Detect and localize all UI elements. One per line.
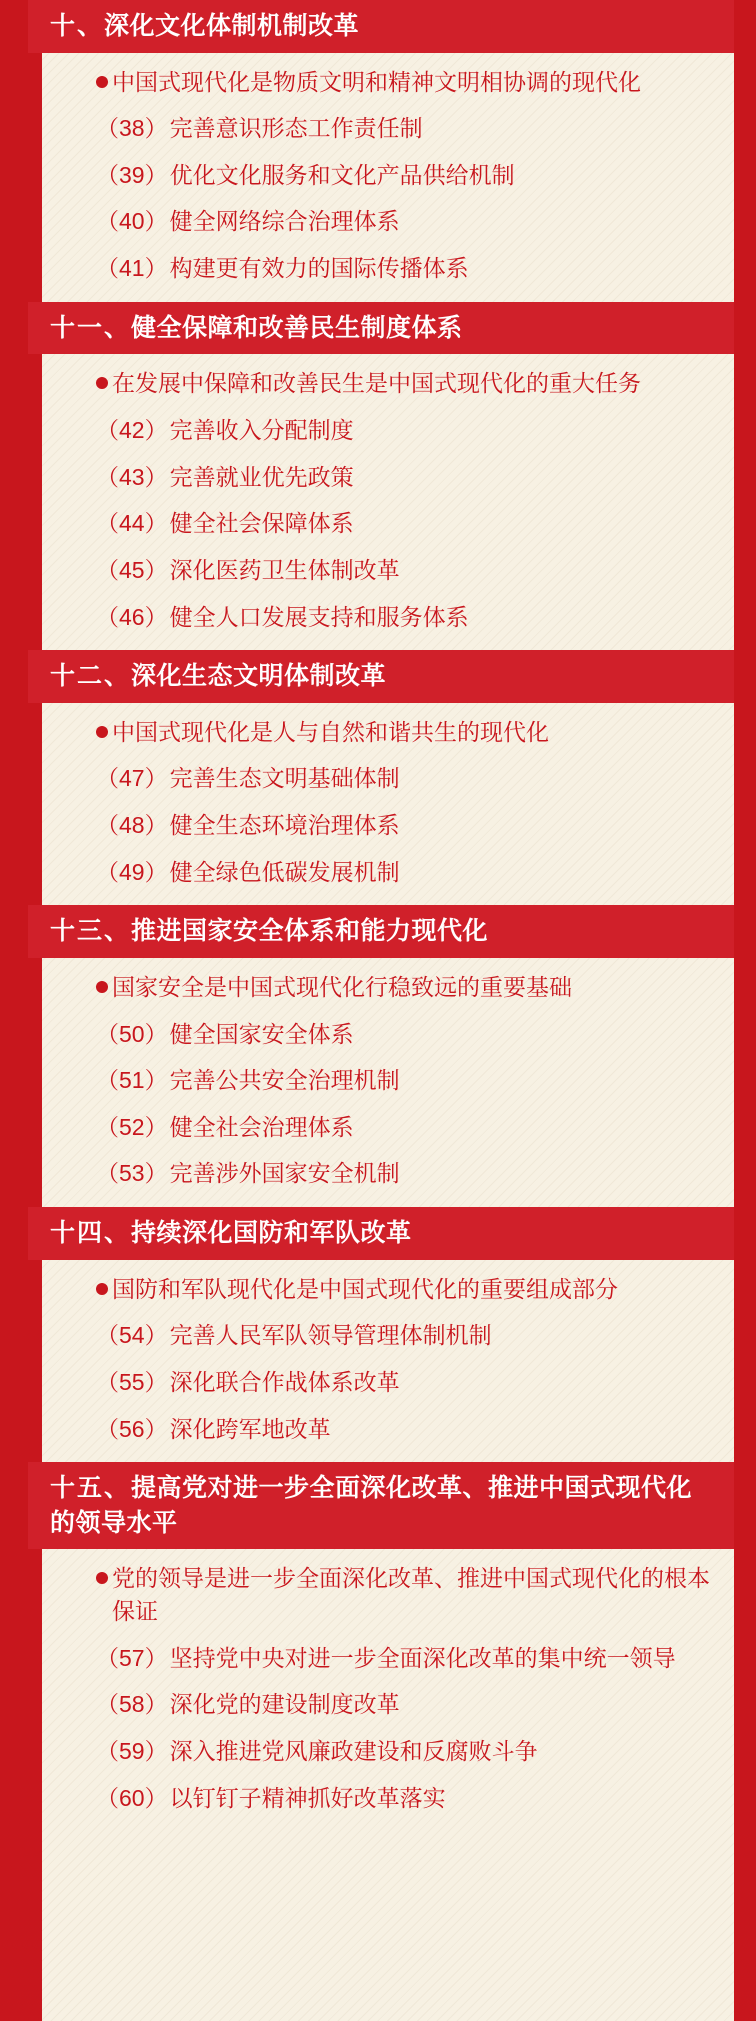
section-heading — [28, 905, 734, 958]
list-item-number: （46） — [96, 603, 168, 630]
list-item-number: （42） — [96, 416, 168, 443]
section-title: 持续深化国防和军队改革 — [131, 1219, 412, 1248]
section-lead-text: 在发展中保障和改善民生是中国式现代化的重大任务 — [112, 370, 641, 397]
list-item-number: （55） — [96, 1368, 168, 1395]
list-item-number: （38） — [96, 115, 168, 142]
list-item — [62, 500, 714, 547]
section-lead — [62, 964, 714, 1011]
list-item-text: 深化跨军地改革 — [169, 1415, 331, 1442]
list-item-number: （60） — [96, 1784, 168, 1811]
list-item-number: （45） — [96, 556, 168, 583]
section-items — [42, 1549, 734, 1831]
list-item-number: （44） — [96, 510, 168, 537]
list-item-number: （53） — [96, 1160, 168, 1187]
list-item-text: 完善收入分配制度 — [169, 416, 354, 443]
section — [42, 905, 734, 1207]
list-item-number: （50） — [96, 1020, 168, 1047]
list-item — [62, 1635, 714, 1682]
list-item-text: 完善生态文明基础体制 — [169, 765, 400, 792]
sections-container — [42, 0, 734, 1831]
list-item-text: 优化文化服务和文化产品供给机制 — [169, 161, 515, 188]
list-item-number: （51） — [96, 1067, 168, 1094]
list-item — [62, 802, 714, 849]
section-heading — [28, 302, 734, 355]
list-item-text: 健全社会治理体系 — [169, 1113, 354, 1140]
bullet-dot-icon — [96, 377, 108, 389]
section-title: 推进国家安全体系和能力现代化 — [131, 917, 489, 946]
section-lead-text: 国家安全是中国式现代化行稳致远的重要基础 — [112, 973, 572, 1000]
list-item-text: 健全生态环境治理体系 — [169, 812, 400, 839]
section-number: 十四、 — [50, 1219, 132, 1248]
section-lead-text: 国防和军队现代化是中国式现代化的重要组成部分 — [112, 1275, 618, 1302]
section-lead — [62, 360, 714, 407]
section-items — [42, 1260, 734, 1463]
list-item — [62, 454, 714, 501]
section-items — [42, 958, 734, 1207]
list-item-text: 健全绿色低碳发展机制 — [169, 858, 400, 885]
list-item-text: 深化联合作战体系改革 — [169, 1368, 400, 1395]
section-lead — [62, 59, 714, 106]
list-item — [62, 245, 714, 292]
list-item-text: 完善意识形态工作责任制 — [169, 115, 423, 142]
section-title: 深化文化体制机制改革 — [104, 12, 360, 40]
section — [42, 1207, 734, 1462]
bullet-dot-icon — [96, 981, 108, 993]
list-item-text: 健全社会保障体系 — [169, 510, 354, 537]
list-item-number: （40） — [96, 208, 168, 235]
list-item-number: （57） — [96, 1644, 168, 1671]
list-item — [62, 105, 714, 152]
list-item — [62, 849, 714, 896]
section — [42, 302, 734, 650]
list-item-number: （48） — [96, 812, 168, 839]
section-title: 深化生态文明体制改革 — [131, 662, 387, 691]
list-item-text: 完善涉外国家安全机制 — [169, 1160, 400, 1187]
list-item-text: 健全人口发展支持和服务体系 — [169, 603, 469, 630]
list-item — [62, 547, 714, 594]
section-number: 十三、 — [50, 917, 132, 946]
list-item-text: 健全国家安全体系 — [169, 1020, 354, 1047]
section-number: 十五、 — [50, 1474, 132, 1503]
list-item — [62, 1150, 714, 1197]
list-item-number: （59） — [96, 1737, 168, 1764]
list-item — [62, 1312, 714, 1359]
section-lead-text: 中国式现代化是物质文明和精神文明相协调的现代化 — [112, 68, 641, 95]
list-item — [62, 755, 714, 802]
list-item-number: （56） — [96, 1415, 168, 1442]
list-item — [62, 594, 714, 641]
section-title: 健全保障和改善民生制度体系 — [131, 313, 463, 342]
list-item-text: 完善人民军队领导管理体制机制 — [169, 1322, 492, 1349]
list-item-text: 以钉钉子精神抓好改革落实 — [169, 1784, 446, 1811]
section-number: 十、 — [50, 12, 105, 40]
list-item — [62, 1104, 714, 1151]
section-title: 提高党对进一步全面深化改革、推进中国式现代化的领导水平 — [50, 1474, 693, 1537]
list-item-number: （39） — [96, 161, 168, 188]
list-item — [62, 1011, 714, 1058]
list-item-text: 完善就业优先政策 — [169, 463, 354, 490]
list-item — [62, 407, 714, 454]
section-items — [42, 354, 734, 650]
section-number: 十二、 — [50, 662, 132, 691]
list-item-text: 坚持党中央对进一步全面深化改革的集中统一领导 — [169, 1644, 676, 1671]
list-item-text: 完善公共安全治理机制 — [169, 1067, 400, 1094]
section-lead — [62, 1266, 714, 1313]
list-item — [62, 1775, 714, 1822]
list-item-number: （58） — [96, 1691, 168, 1718]
list-item-number: （43） — [96, 463, 168, 490]
list-item — [62, 1728, 714, 1775]
list-item-number: （41） — [96, 255, 168, 282]
section-lead — [62, 1555, 714, 1634]
bullet-dot-icon — [96, 1572, 108, 1584]
section-heading — [28, 650, 734, 703]
list-item-number: （49） — [96, 858, 168, 885]
list-item — [62, 1359, 714, 1406]
section-number: 十一、 — [50, 313, 132, 342]
section — [42, 650, 734, 905]
section-heading — [28, 1462, 734, 1549]
bottom-spacer — [42, 1831, 734, 1861]
list-item-text: 健全网络综合治理体系 — [169, 208, 400, 235]
list-item-number: （52） — [96, 1113, 168, 1140]
list-item — [62, 1406, 714, 1453]
section-heading — [28, 0, 734, 53]
bullet-dot-icon — [96, 76, 108, 88]
list-item-text: 深化医药卫生体制改革 — [169, 556, 400, 583]
section-lead — [62, 709, 714, 756]
section-heading — [28, 1207, 734, 1260]
list-item — [62, 152, 714, 199]
section-items — [42, 53, 734, 302]
section-lead-text: 党的领导是进一步全面深化改革、推进中国式现代化的根本保证 — [112, 1565, 710, 1624]
section-items — [42, 703, 734, 906]
section — [42, 0, 734, 302]
section — [42, 1462, 734, 1831]
content-sheet — [42, 0, 734, 2021]
list-item-text: 深入推进党风廉政建设和反腐败斗争 — [169, 1737, 538, 1764]
list-item-number: （47） — [96, 765, 168, 792]
list-item-text: 构建更有效力的国际传播体系 — [169, 255, 469, 282]
list-item — [62, 1057, 714, 1104]
bullet-dot-icon — [96, 726, 108, 738]
list-item-text: 深化党的建设制度改革 — [169, 1691, 400, 1718]
list-item — [62, 1681, 714, 1728]
section-lead-text: 中国式现代化是人与自然和谐共生的现代化 — [112, 718, 549, 745]
bullet-dot-icon — [96, 1283, 108, 1295]
list-item — [62, 198, 714, 245]
list-item-number: （54） — [96, 1322, 168, 1349]
